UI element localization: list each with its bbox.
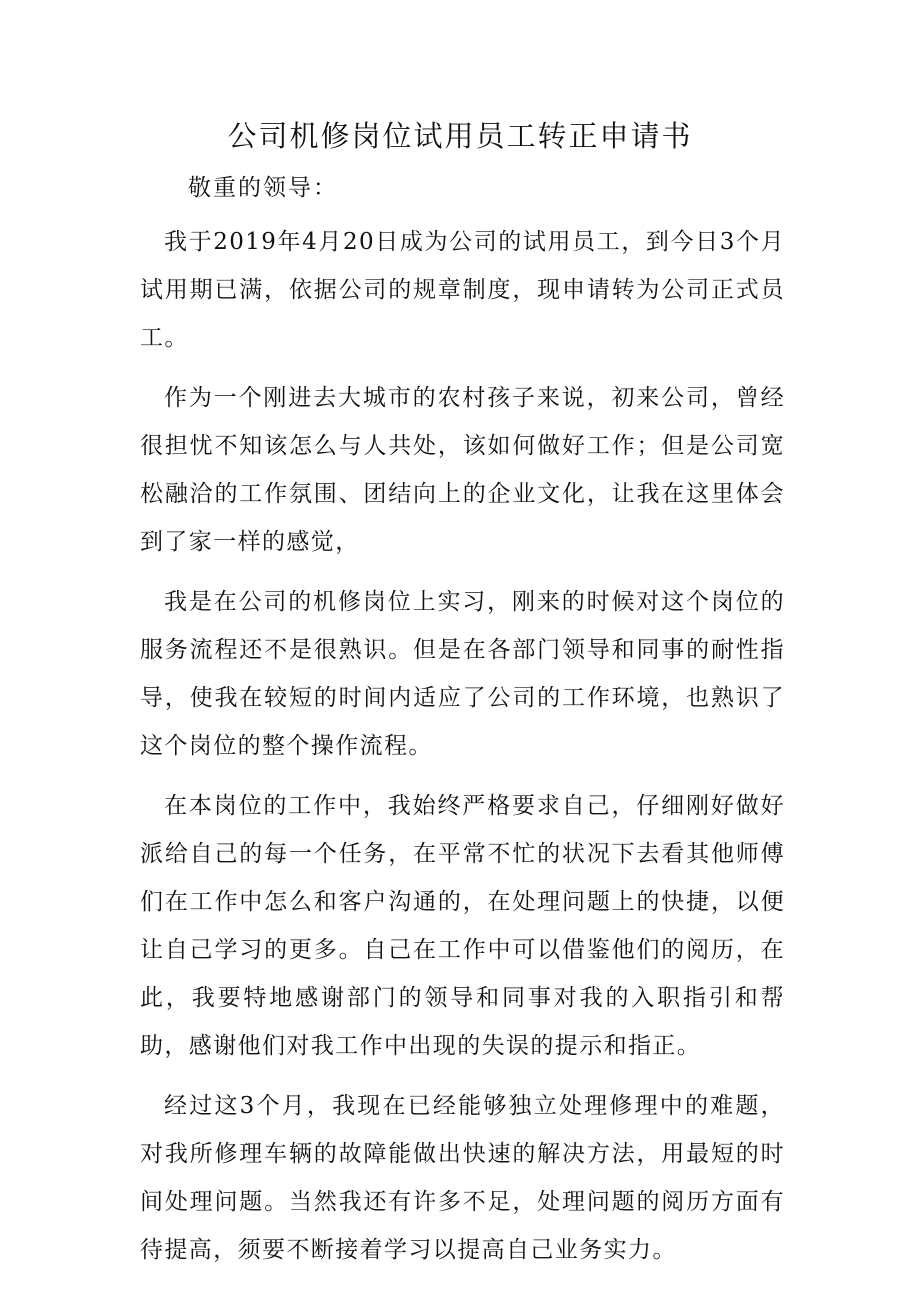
salutation: 敬重的领导： [188, 175, 338, 201]
document-title: 公司机修岗位试用员工转正申请书 [227, 119, 693, 153]
paragraph-1: 我于2019年4月20日成为公司的试用员工，到今日3个月试用期已满，依据公司的规章制度，现申请转为公司正式员工。 [140, 229, 785, 351]
paragraph-5: 经过这3个月，我现在已经能够独立处理修理中的难题，对我所修理车辆的故障能做出快速的解决方法，用最短的时间处理问题。当然我还有许多不足，处理问题的阅历方面有待提高，须要不断接着学习以提高自己业务实力。 [140, 1093, 785, 1263]
document-body [140, 170, 785, 1286]
paragraph-4: 在本岗位的工作中，我始终严格要求自己，仔细刚好做好派给自己的每一个任务，在平常不忙的状况下去看其他师傅们在工作中怎么和客户沟通的，在处理问题上的快捷，以便让自己学习的更多。自己在工作中可以借鉴他们的阅历，在此，我要特地感谢部门的领导和同事对我的入职指引和帮助，感谢他们对我工作中出现的失误的提示和指正。 [140, 793, 785, 1059]
paragraph-2: 作为一个刚进去大城市的农村孩子来说，初来公司，曾经很担忧不知该怎么与人共处，该如何做好工作；但是公司宽松融洽的工作氛围、团结向上的企业文化，让我在这里体会到了家一样的感觉， [140, 385, 785, 555]
paragraph-3: 我是在公司的机修岗位上实习，刚来的时候对这个岗位的服务流程还不是很熟识。但是在各部门领导和同事的耐性指导，使我在较短的时间内适应了公司的工作环境，也熟识了这个岗位的整个操作流程。 [140, 589, 785, 759]
